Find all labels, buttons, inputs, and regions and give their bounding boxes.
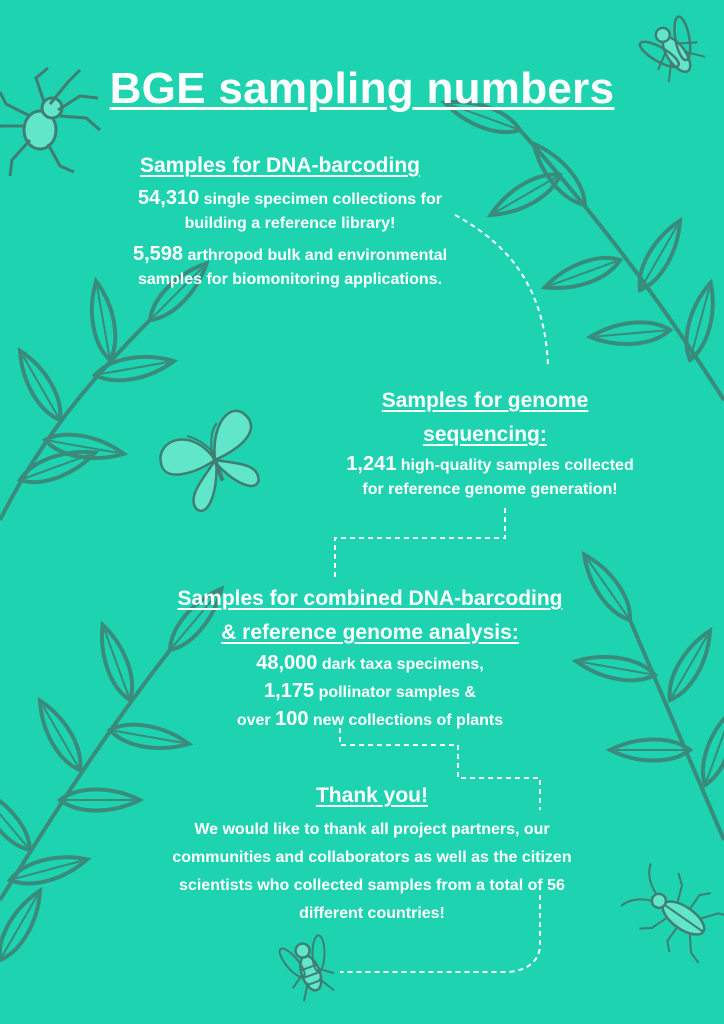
stat-text: new collections of plants	[312, 712, 504, 729]
stat-number: 1,241	[346, 453, 397, 475]
thank-you-line: communities and collaborators as well as the citizen	[172, 849, 572, 866]
thank-you-line: different countries!	[299, 905, 445, 922]
section3-heading-line: Samples for combined DNA-barcoding	[177, 587, 563, 610]
stat-number: 100	[275, 708, 309, 730]
stat-text: over	[236, 712, 271, 729]
poster-title: BGE sampling numbers	[109, 64, 615, 113]
section3-heading-line: & reference genome analysis:	[221, 621, 519, 644]
section3-heading	[110, 582, 630, 650]
thank-you-body	[110, 816, 634, 928]
section2-body	[300, 452, 680, 502]
stat-number: 1,175	[264, 680, 315, 702]
leaf-branch-icon	[0, 256, 214, 520]
section3-body	[160, 650, 580, 734]
stat-text: single specimen collections for	[203, 191, 442, 208]
section2-heading-line: sequencing:	[423, 423, 547, 446]
section2-heading-line: Samples for genome	[381, 389, 589, 412]
thank-you-line: We would like to thank all project partners, our	[194, 821, 550, 838]
stat-text: for reference genome generation!	[362, 481, 618, 498]
thank-you-line: scientists who collected samples from a total of 56	[179, 877, 565, 894]
stat-text: high-quality samples collected	[400, 457, 634, 474]
stat-text: arthropod bulk and environmental	[187, 247, 448, 264]
stat-number: 48,000	[256, 652, 318, 674]
stat-text: dark taxa specimens,	[321, 656, 484, 673]
bee-icon	[275, 931, 344, 1004]
section1-heading: Samples for DNA-barcoding	[139, 154, 421, 177]
thank-you-heading: Thank you!	[315, 784, 428, 807]
butterfly-icon	[152, 407, 273, 519]
section1-body	[60, 186, 520, 292]
stat-number: 5,598	[132, 243, 184, 265]
stat-number: 54,310	[138, 187, 200, 209]
stat-text: samples for biomonitoring applications.	[137, 271, 443, 288]
stat-text: building a reference library!	[184, 215, 396, 232]
stat-text: pollinator samples &	[318, 684, 476, 701]
section2-heading	[330, 384, 640, 452]
